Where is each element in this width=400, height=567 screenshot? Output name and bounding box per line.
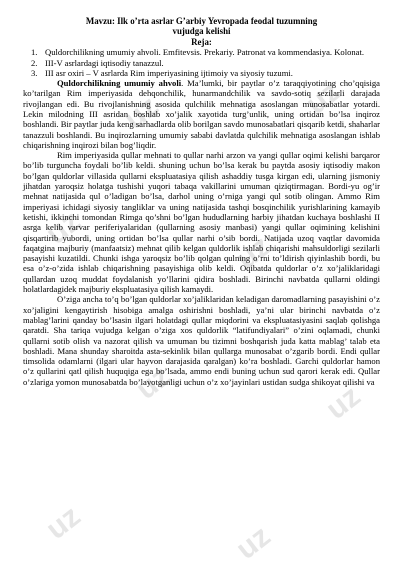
list-item-number: 3. — [31, 67, 38, 78]
paragraph-text: . Ma’lumki, bir paytlar o’z taraqqiyotining cho’qqisiga ko’tarilgan Rim imperiyasida dehqonchilik, hunarmandchilik va savdo-sotiq sezilarli darajada rivojlangan edi. Bu rivojlanishning asosida qulchilik mehnatiga asoslangan munosabatlar yotardi. Lekin milodning III asridan boshlab xo’jalik xayotida turg’unlik, uning ortidan bo’lsa inqiroz boshlandi. Bir paytlar juda keng sarhadlarda olib borilgan savdo munosabatlari qisqarib ketdi, shaharlar tanazzuli boshlandi. Bu inqirozlarning umumiy sababi davlatda qulchilik mehnatiga asoslangan ishlab chiqarishning inqirozi bilan bog’liqdir. — [23, 78, 380, 150]
list-item-text: III-V asrlardagi iqtisodiy tanazzul. — [45, 57, 164, 68]
plan-heading: Reja: — [191, 36, 212, 47]
list-item-text: Quldorchilikning umumiy ahvoli. Emfitevsis. Prekariy. Patronat va kommendasiya. Kolonat. — [45, 47, 365, 58]
document-body — [23, 16, 380, 387]
list-item — [31, 57, 380, 68]
watermark: uz — [40, 204, 87, 252]
plan-list — [23, 47, 380, 78]
list-item — [31, 47, 380, 58]
watermark: uz — [118, 89, 165, 137]
watermark: uz — [40, 499, 87, 547]
paragraph: Rim imperiyasida qullar mehnati to qullar narhi arzon va yangi qullar oqimi kelishi barqaror bo’lib turguncha foydali bo’lib keldi. shuning uchun bo’lsa kerak bu paytda asosiy iqtisodiy makon bo’lgan quldorlar villasida qullarni ekspluatasiya qilish ashaddiy tusga kirgan edi, ularning jismoniy jihatdan yaroqsiz holatga tushishi yuqori tabaqa vakillarini umuman qiziqtirmagan. Bordi-yu og’ir mehnat natijasida qul o’ladigan bo’lsa, darhol uning o’rniga yangi qul sotib olingan. Ammo Rim imperiyasi ichidagi siyosiy tangliklar va uning natijasida tashqi bosqinchilik yurishlarining kamayib ketishi, ikkinchi tomondan Rimga qo’shni bo’lgan hududlarning harbiy jihatdan kuchaya boshlashi II asrga kelib varvar periferiyalaridan (qullarning asosiy manbasi) yangi qullar oqimining kelishini qisqartirib yubordi, uning ortidan bo’lsa qullar narhi o’sib bordi. Natijada uzoq vaqtlar davomida faqatgina majburiy (manfaatsiz) mehnat qilib kelgan quldorlik ishlab chiqarishi mahsuldorligi sezilarli pasayishi kuzatildi. Chunki ishga yaroqsiz bo’lib qolgan qulning o’rni to’ldirish qiyinlashib bordi, bu esa o’z-o’zida ishlab chiqarishning pasayishiga olib keldi. Oqibatda quldorlar o’z xo’jaliklaridagi qullardan uzoq muddat foydalanish yo’llarini qidira boshladi. Birinchi navbatda qullarni oldingi holatlardagidek majburiy ekspluatasiya qilish kamaydi. — [23, 150, 380, 295]
list-item-text: III asr oxiri – V asrlarda Rim imperiyasining ijtimoiy va siyosiy tuzumi. — [45, 67, 293, 78]
list-item — [31, 67, 380, 78]
list-item-number: 2. — [31, 57, 38, 68]
watermark: uz — [300, 74, 347, 122]
paragraph — [23, 78, 380, 150]
watermark: uz — [130, 359, 177, 407]
document-title-continued: vujudga kelishi — [172, 26, 231, 37]
watermark: uz — [230, 519, 277, 567]
section-heading-inline: Quldorchilikning umumiy ahvoli — [57, 78, 182, 89]
watermark: uz — [320, 379, 367, 427]
list-item-number: 1. — [31, 47, 38, 58]
document-title: Mavzu: Ilk o’rta asrlar G’arbiy Yevropada feodal tuzumning — [85, 16, 318, 26]
paragraph: O’ziga ancha to’q bo’lgan quldorlar xo’jaliklaridan keladigan daromadlarning pasayishini o’z xo’jaligini kengaytirish hisobiga amalga oshirishni boshladi, ya’ni ular birinchi navbatda o’z mablag’larini qanday bo’lsasin ilgari holatdagi qullar miqdorini va ekspluatasiyasini saqlab qolishga qaratdi. Sha tariqa vujudga kelgan o’ziga xos quldorlik “latifundiyalari” o’zini oqlamadi, chunki qullarni sotib olish va nazorat qilish va umuman bu tizimni boshqarish juda katta mablag’ talab eta boshladi. Mana shunday sharoitda asta-sekinlik bilan qullarga munosabat o’zgarib bordi. Endi qullar timsolida odamlarni (ilgari ular hayvon darajasida qaralgan) ko’ra boshladi. Garchi quldorlar hamon o’z qullarini qatl qilish huquqiga ega bo’lsada, ammo endi buning uchun sud qarori kerak edi. Qullar o’zlariga yomon munosabatda bo’layotganligi uchun o’z xo’jayinlari ustidan sudga shikoyat qilishi va — [23, 294, 380, 387]
watermark: uz — [230, 229, 277, 277]
